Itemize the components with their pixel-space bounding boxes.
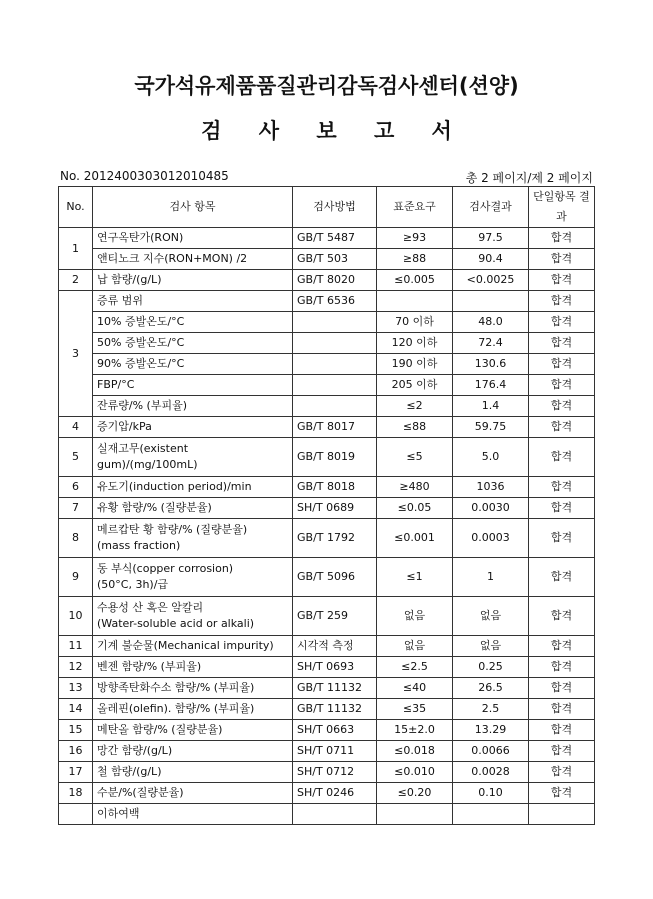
row-verdict: 합격 xyxy=(529,498,595,519)
row-verdict: 합격 xyxy=(529,396,595,417)
row-method: GB/T 5096 xyxy=(293,558,377,597)
row-requirement: ≤88 xyxy=(377,417,453,438)
row-item: 망간 함량/(g/L) xyxy=(93,741,293,762)
row-item xyxy=(93,597,293,636)
row-result: 없음 xyxy=(453,597,529,636)
row-requirement: ≥93 xyxy=(377,228,453,249)
row-result xyxy=(453,291,529,312)
row-verdict: 합격 xyxy=(529,477,595,498)
row-requirement: ≤0.001 xyxy=(377,519,453,558)
row-requirement: ≤40 xyxy=(377,678,453,699)
row-method: GB/T 503 xyxy=(293,249,377,270)
row-no: 10 xyxy=(59,597,93,636)
col-header-result: 검사결과 xyxy=(453,187,529,228)
table-row xyxy=(59,270,595,291)
table-row xyxy=(59,762,595,783)
row-no: 12 xyxy=(59,657,93,678)
row-no: 4 xyxy=(59,417,93,438)
row-verdict: 합격 xyxy=(529,312,595,333)
table-row xyxy=(59,333,595,354)
row-result: 13.29 xyxy=(453,720,529,741)
inspection-table xyxy=(58,186,595,825)
row-item-line-2: (50°C, 3h)/급 xyxy=(97,578,169,591)
row-verdict: 합격 xyxy=(529,636,595,657)
row-item: 메탄올 함량/% (질량분율) xyxy=(93,720,293,741)
col-header-item: 검사 항목 xyxy=(93,187,293,228)
row-method: GB/T 1792 xyxy=(293,519,377,558)
page-info: 총 2 페이지/제 2 페이지 xyxy=(465,171,593,185)
row-requirement xyxy=(377,291,453,312)
row-item: 유황 함량/% (질량분율) xyxy=(93,498,293,519)
row-method: GB/T 8019 xyxy=(293,438,377,477)
row-verdict: 합격 xyxy=(529,270,595,291)
row-requirement: 없음 xyxy=(377,636,453,657)
row-method xyxy=(293,396,377,417)
row-method: SH/T 0689 xyxy=(293,498,377,519)
row-verdict: 합격 xyxy=(529,558,595,597)
row-item xyxy=(93,558,293,597)
row-method: SH/T 0711 xyxy=(293,741,377,762)
row-result: <0.0025 xyxy=(453,270,529,291)
row-no: 17 xyxy=(59,762,93,783)
empty-cell xyxy=(453,804,529,825)
row-verdict: 합격 xyxy=(529,354,595,375)
row-result: 26.5 xyxy=(453,678,529,699)
row-item: 90% 증발온도/°C xyxy=(93,354,293,375)
row-result: 1.4 xyxy=(453,396,529,417)
row-no: 8 xyxy=(59,519,93,558)
row-verdict: 합격 xyxy=(529,417,595,438)
row-result: 90.4 xyxy=(453,249,529,270)
empty-cell xyxy=(377,804,453,825)
row-item-line-1: 수용성 산 혹은 알칼리 xyxy=(97,601,204,614)
row-item-line-1: 실재고무(existent xyxy=(97,442,189,455)
row-method: GB/T 5487 xyxy=(293,228,377,249)
row-verdict: 합격 xyxy=(529,720,595,741)
footer-note: 이하여백 xyxy=(93,804,293,825)
row-method: GB/T 11132 xyxy=(293,678,377,699)
row-requirement: ≤2.5 xyxy=(377,657,453,678)
row-verdict: 합격 xyxy=(529,762,595,783)
row-result: 0.10 xyxy=(453,783,529,804)
row-requirement: ≤1 xyxy=(377,558,453,597)
row-no: 6 xyxy=(59,477,93,498)
row-result: 130.6 xyxy=(453,354,529,375)
report-title: 국가석유제품품질관리감독검사센터(션양) xyxy=(134,74,519,98)
row-result: 0.0030 xyxy=(453,498,529,519)
table-row xyxy=(59,417,595,438)
row-result: 176.4 xyxy=(453,375,529,396)
row-result: 5.0 xyxy=(453,438,529,477)
row-method: GB/T 8018 xyxy=(293,477,377,498)
row-verdict: 합격 xyxy=(529,333,595,354)
row-method xyxy=(293,375,377,396)
row-requirement: 15±2.0 xyxy=(377,720,453,741)
row-result: 0.0066 xyxy=(453,741,529,762)
row-no: 13 xyxy=(59,678,93,699)
row-method: SH/T 0693 xyxy=(293,657,377,678)
row-no: 18 xyxy=(59,783,93,804)
row-method: 시각적 측정 xyxy=(293,636,377,657)
row-no: 5 xyxy=(59,438,93,477)
row-item xyxy=(93,519,293,558)
row-no: 16 xyxy=(59,741,93,762)
table-row xyxy=(59,657,595,678)
empty-cell xyxy=(529,804,595,825)
row-verdict: 합격 xyxy=(529,228,595,249)
row-result: 0.0028 xyxy=(453,762,529,783)
row-result: 97.5 xyxy=(453,228,529,249)
row-no: 14 xyxy=(59,699,93,720)
row-verdict: 합격 xyxy=(529,438,595,477)
table-row xyxy=(59,783,595,804)
row-item: 10% 증발온도/°C xyxy=(93,312,293,333)
table-footer-row xyxy=(59,804,595,825)
col-header-requirement: 표준요구 xyxy=(377,187,453,228)
table-row xyxy=(59,741,595,762)
row-item: 잔류량/% (부피율) xyxy=(93,396,293,417)
row-item: 50% 증발온도/°C xyxy=(93,333,293,354)
col-header-verdict: 단일항목 결과 xyxy=(529,187,595,228)
row-method: GB/T 259 xyxy=(293,597,377,636)
row-verdict: 합격 xyxy=(529,699,595,720)
row-item-line-1: 동 부식(copper corrosion) xyxy=(97,562,234,575)
row-item: 앤티노크 지수(RON+MON) /2 xyxy=(93,249,293,270)
row-verdict: 합격 xyxy=(529,783,595,804)
row-result: 1 xyxy=(453,558,529,597)
table-row xyxy=(59,375,595,396)
table-row xyxy=(59,498,595,519)
col-header-method: 검사방법 xyxy=(293,187,377,228)
table-row xyxy=(59,438,595,477)
row-method: GB/T 11132 xyxy=(293,699,377,720)
table-row xyxy=(59,597,595,636)
row-result: 0.25 xyxy=(453,657,529,678)
row-verdict: 합격 xyxy=(529,597,595,636)
row-item xyxy=(93,438,293,477)
row-requirement: ≤5 xyxy=(377,438,453,477)
row-requirement: ≤0.018 xyxy=(377,741,453,762)
row-no: 3 xyxy=(59,291,93,417)
row-requirement: ≤0.20 xyxy=(377,783,453,804)
row-item: 방향족탄화수소 함량/% (부피율) xyxy=(93,678,293,699)
row-result: 2.5 xyxy=(453,699,529,720)
table-row xyxy=(59,477,595,498)
row-method: SH/T 0246 xyxy=(293,783,377,804)
row-requirement: 120 이하 xyxy=(377,333,453,354)
row-item: 증류 범위 xyxy=(93,291,293,312)
table-body xyxy=(59,228,595,825)
row-verdict: 합격 xyxy=(529,519,595,558)
row-method xyxy=(293,312,377,333)
document-number: No. 201240030301201048​5 xyxy=(60,169,229,183)
row-item: 증기압/kPa xyxy=(93,417,293,438)
row-result: 0.0003 xyxy=(453,519,529,558)
row-item-line-1: 메르캅탄 황 함량/% (질량분율) xyxy=(97,523,248,536)
row-method: SH/T 0663 xyxy=(293,720,377,741)
row-item: 수분/%(질량분율) xyxy=(93,783,293,804)
row-requirement: ≤0.010 xyxy=(377,762,453,783)
row-item: 올레핀(olefin). 함량/% (부피율) xyxy=(93,699,293,720)
row-result: 59.75 xyxy=(453,417,529,438)
table-row xyxy=(59,699,595,720)
row-verdict: 합격 xyxy=(529,678,595,699)
row-method: GB/T 6536 xyxy=(293,291,377,312)
row-item: 기계 불순물(Mechanical impurity) xyxy=(93,636,293,657)
row-requirement: ≥480 xyxy=(377,477,453,498)
row-result: 1036 xyxy=(453,477,529,498)
table-row xyxy=(59,312,595,333)
row-item: 납 함량/(g/L) xyxy=(93,270,293,291)
table-header-row xyxy=(59,187,595,228)
row-no: 2 xyxy=(59,270,93,291)
row-item-line-2: gum)/(mg/100mL) xyxy=(97,458,198,471)
row-item: FBP/°C xyxy=(93,375,293,396)
row-result: 48.0 xyxy=(453,312,529,333)
row-no: 15 xyxy=(59,720,93,741)
row-item: 유도기(induction period)/min xyxy=(93,477,293,498)
row-requirement: 190 이하 xyxy=(377,354,453,375)
row-item: 연구옥탄가(RON) xyxy=(93,228,293,249)
row-method xyxy=(293,333,377,354)
row-requirement: 없음 xyxy=(377,597,453,636)
row-requirement: 70 이하 xyxy=(377,312,453,333)
col-header-no: No. xyxy=(59,187,93,228)
table-row xyxy=(59,636,595,657)
row-requirement: ≤0.005 xyxy=(377,270,453,291)
empty-cell xyxy=(293,804,377,825)
table-row xyxy=(59,249,595,270)
report-subtitle: 검 사 보 고 서 xyxy=(201,119,467,143)
table-row xyxy=(59,354,595,375)
table-row xyxy=(59,720,595,741)
row-method: GB/T 8017 xyxy=(293,417,377,438)
row-no: 7 xyxy=(59,498,93,519)
table-row xyxy=(59,291,595,312)
row-method: GB/T 8020 xyxy=(293,270,377,291)
row-item: 철 함량/(g/L) xyxy=(93,762,293,783)
row-requirement: 205 이하 xyxy=(377,375,453,396)
table-row xyxy=(59,396,595,417)
row-no: 1 xyxy=(59,228,93,270)
row-method xyxy=(293,354,377,375)
row-result: 없음 xyxy=(453,636,529,657)
row-no: 11 xyxy=(59,636,93,657)
row-verdict: 합격 xyxy=(529,291,595,312)
row-result: 72.4 xyxy=(453,333,529,354)
row-requirement: ≥88 xyxy=(377,249,453,270)
row-item-line-2: (Water-soluble acid or alkali) xyxy=(97,617,255,630)
row-requirement: ≤0.05 xyxy=(377,498,453,519)
row-requirement: ≤35 xyxy=(377,699,453,720)
row-item: 벤젠 함량/% (부피율) xyxy=(93,657,293,678)
row-verdict: 합격 xyxy=(529,249,595,270)
row-item-line-2: (mass fraction) xyxy=(97,539,181,552)
table-row xyxy=(59,228,595,249)
row-verdict: 합격 xyxy=(529,741,595,762)
table-row xyxy=(59,519,595,558)
row-method: SH/T 0712 xyxy=(293,762,377,783)
row-no xyxy=(59,804,93,825)
row-verdict: 합격 xyxy=(529,657,595,678)
row-no: 9 xyxy=(59,558,93,597)
row-verdict: 합격 xyxy=(529,375,595,396)
row-requirement: ≤2 xyxy=(377,396,453,417)
table-row xyxy=(59,558,595,597)
table-row xyxy=(59,678,595,699)
